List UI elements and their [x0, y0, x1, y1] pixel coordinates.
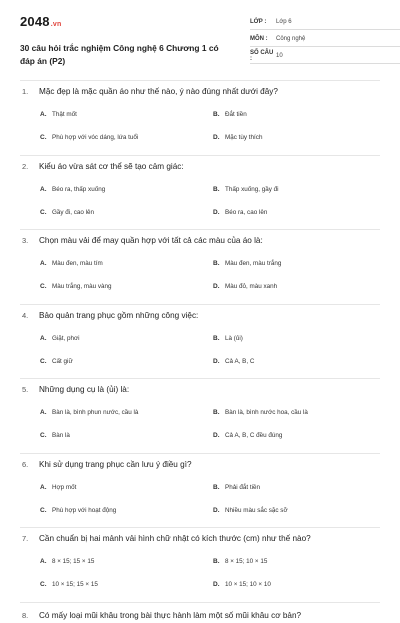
answer-option-c[interactable]	[40, 134, 138, 141]
meta-row-count	[250, 49, 400, 64]
option-text: Là (ủi)	[225, 334, 243, 342]
document-title: 30 câu hỏi trắc nghiệm Công nghệ 6 Chương 1 có đáp án (P2)	[20, 43, 219, 66]
answer-option-b[interactable]	[213, 484, 260, 491]
option-text: Mặc tùy thích	[225, 134, 263, 141]
question-item	[20, 453, 380, 528]
question-number: 2.	[22, 161, 29, 171]
question-list	[20, 80, 380, 623]
option-letter: C.	[40, 432, 47, 439]
option-text: Béo ra, thấp xuống	[52, 185, 106, 193]
answer-option-c[interactable]	[40, 432, 70, 439]
option-text: Gầy đi, cao lên	[52, 208, 95, 216]
option-text: Cả A, B, C	[225, 357, 255, 365]
question-text: Mặc đẹp là mặc quần áo như thế nào, ý nào đúng nhất dưới đây?	[39, 87, 278, 96]
answer-option-a[interactable]	[40, 409, 138, 416]
option-letter: A.	[40, 111, 47, 118]
option-text: 8 × 15; 10 × 15	[225, 558, 268, 565]
answer-option-c[interactable]	[40, 358, 73, 365]
option-text: 10 × 15; 15 × 15	[52, 581, 98, 588]
option-letter: D.	[213, 357, 220, 365]
answer-option-b[interactable]	[213, 111, 247, 118]
option-letter: B.	[213, 334, 220, 342]
meta-label: SỐ CÂU :	[250, 50, 274, 62]
question-stem	[22, 385, 129, 394]
option-text: Thấp xuống, gầy đi	[225, 185, 279, 193]
logo-suffix: .vn	[50, 21, 62, 28]
option-letter: A.	[40, 260, 47, 267]
question-stem	[22, 311, 198, 320]
option-letter: D.	[213, 432, 220, 439]
question-text: Kiểu áo vừa sát cơ thể sẽ tạo cảm giác:	[39, 161, 184, 171]
question-item	[20, 155, 380, 230]
meta-value: Lớp 6	[276, 19, 292, 25]
option-text: Thật mốt	[52, 111, 77, 118]
option-letter: A.	[40, 334, 47, 342]
option-letter: A.	[40, 483, 47, 491]
option-letter: A.	[40, 558, 47, 565]
answer-option-d[interactable]	[213, 581, 271, 588]
option-letter: B.	[213, 483, 220, 491]
logo-text: 2048	[20, 14, 50, 29]
question-text: Những dụng cụ là (ủi) là:	[39, 385, 130, 394]
option-text: Béo ra, cao lên	[225, 208, 268, 216]
option-letter: B.	[213, 260, 220, 267]
question-number: 4.	[22, 310, 29, 320]
question-stem	[22, 460, 192, 469]
option-letter: B.	[213, 185, 220, 193]
option-letter: D.	[213, 208, 220, 216]
option-text: 8 × 15; 15 × 15	[52, 558, 95, 565]
option-letter: D.	[213, 581, 220, 588]
option-letter: B.	[213, 111, 220, 118]
option-text: Hợp mốt	[52, 483, 77, 491]
option-text: Cất giữ	[52, 357, 73, 365]
question-stem	[22, 534, 311, 543]
question-item	[20, 80, 380, 155]
question-stem	[22, 87, 278, 96]
answer-option-a[interactable]	[40, 186, 105, 193]
answer-option-d[interactable]	[213, 507, 288, 514]
question-item	[20, 527, 380, 602]
question-item	[20, 304, 380, 379]
question-number: 3.	[22, 236, 29, 245]
option-letter: A.	[40, 185, 47, 193]
option-letter: C.	[40, 283, 47, 290]
question-text: Có mấy loại mũi khâu trong bài thực hành làm một số mũi khâu cơ bản?	[39, 610, 302, 620]
question-text: Khi sử dụng trang phục cần lưu ý điều gì?	[39, 459, 192, 469]
question-stem	[22, 162, 184, 171]
question-number: 8.	[22, 610, 29, 620]
answer-option-d[interactable]	[213, 432, 282, 439]
option-text: Màu đen, màu trắng	[225, 260, 282, 267]
question-number: 7.	[22, 534, 29, 543]
answer-option-a[interactable]	[40, 484, 76, 491]
document-header	[20, 14, 380, 76]
answer-option-b[interactable]	[213, 558, 267, 565]
option-text: Màu đỏ, màu xanh	[225, 283, 278, 290]
option-letter: A.	[40, 409, 47, 416]
answer-option-b[interactable]	[213, 260, 281, 267]
answer-option-a[interactable]	[40, 335, 80, 342]
answer-option-c[interactable]	[40, 283, 112, 290]
option-text: 10 × 15; 10 × 10	[225, 581, 271, 588]
option-text: Phải đắt tiền	[225, 483, 261, 491]
option-text: Giặt, phơi	[52, 334, 80, 342]
option-letter: B.	[213, 409, 220, 416]
question-stem	[22, 236, 263, 245]
question-text: Chọn màu vải để may quần hợp với tất cả các màu của áo là:	[39, 236, 263, 245]
answer-option-a[interactable]	[40, 558, 94, 565]
answer-option-b[interactable]	[213, 409, 308, 416]
option-letter: D.	[213, 283, 220, 290]
option-letter: B.	[213, 558, 220, 565]
meta-info	[250, 15, 400, 66]
option-text: Màu đen, màu tím	[52, 260, 103, 267]
answer-option-b[interactable]	[213, 335, 243, 342]
answer-option-d[interactable]	[213, 209, 267, 216]
answer-option-c[interactable]	[40, 581, 98, 588]
question-number: 1.	[22, 87, 29, 96]
option-letter: C.	[40, 357, 47, 365]
question-number: 5.	[22, 385, 29, 394]
meta-value: Công nghệ	[276, 36, 306, 42]
option-text: Bàn là, bình nước hoa, cầu là	[225, 409, 308, 416]
question-text: Cần chuẩn bị hai mảnh vải hình chữ nhật có kích thước (cm) như thế nào?	[39, 534, 311, 543]
answer-option-a[interactable]	[40, 111, 77, 118]
meta-row-subject	[250, 32, 400, 47]
option-letter: D.	[213, 506, 220, 514]
option-letter: C.	[40, 506, 47, 514]
option-letter: C.	[40, 581, 47, 588]
option-text: Nhiều màu sắc sặc sỡ	[225, 506, 288, 514]
site-logo[interactable]	[20, 14, 61, 29]
meta-value: 10	[276, 53, 283, 59]
option-text: Đắt tiền	[225, 111, 247, 118]
answer-option-d[interactable]	[213, 134, 262, 141]
question-item-partial	[20, 602, 380, 623]
answer-option-d[interactable]	[213, 283, 277, 290]
option-text: Cả A, B, C đều đúng	[225, 432, 283, 439]
meta-label: MÔN :	[250, 36, 268, 42]
option-letter: C.	[40, 208, 47, 216]
answer-option-d[interactable]	[213, 358, 254, 365]
option-text: Màu trắng, màu vàng	[52, 283, 112, 290]
option-letter: C.	[40, 134, 47, 141]
option-letter: D.	[213, 134, 220, 141]
answer-option-c[interactable]	[40, 507, 116, 514]
option-text: Phù hợp với hoạt động	[52, 506, 117, 514]
answer-option-a[interactable]	[40, 260, 103, 267]
question-item	[20, 378, 380, 453]
meta-row-class	[250, 15, 400, 30]
question-text: Bảo quản trang phục gồm những công việc:	[39, 310, 199, 320]
answer-option-b[interactable]	[213, 186, 279, 193]
option-text: Bàn là, bình phun nước, cầu là	[52, 409, 139, 416]
option-text: Phù hợp với vóc dáng, lứa tuổi	[52, 134, 139, 141]
question-stem	[22, 611, 301, 620]
question-item	[20, 229, 380, 304]
meta-label: LỚP :	[250, 19, 267, 25]
answer-option-c[interactable]	[40, 209, 94, 216]
question-number: 6.	[22, 459, 29, 469]
option-text: Bàn là	[52, 432, 70, 439]
